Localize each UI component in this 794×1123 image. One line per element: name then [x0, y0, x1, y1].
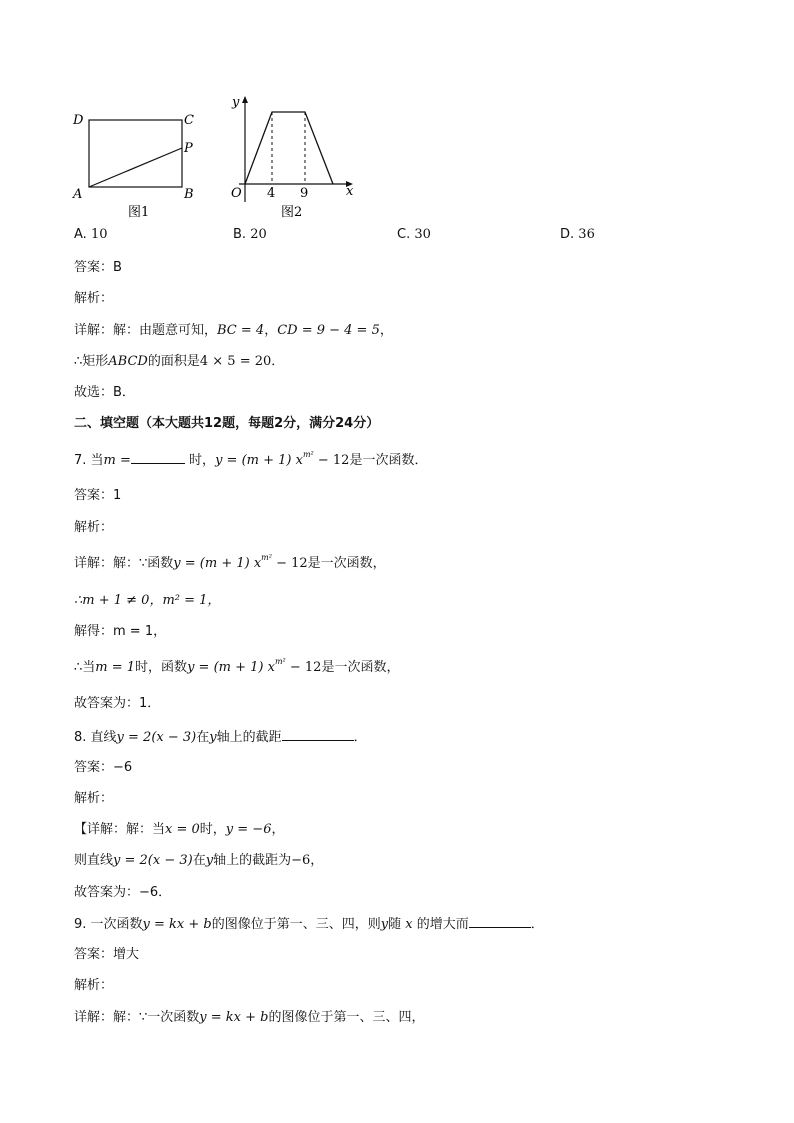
- q8-answer: 答案：−6: [74, 760, 133, 775]
- q8-detail: 【详解：解：当x = 0时，y = −6，: [74, 822, 285, 837]
- q8-question: 8. 直线y = 2(x − 3)在y轴上的截距 ．: [74, 730, 367, 745]
- q7-final: 故答案为：1．: [74, 696, 161, 711]
- q7-condition: ∴m + 1 ≠ 0，m² = 1，: [74, 593, 221, 608]
- q7-analysis: 解析：: [74, 520, 114, 535]
- q8-blank[interactable]: [282, 728, 354, 741]
- option-c: C. 30: [397, 227, 431, 242]
- q9-blank[interactable]: [469, 915, 531, 928]
- option-d: D. 36: [560, 227, 595, 242]
- label-a: A: [73, 187, 83, 202]
- q6-analysis: 解析：: [74, 291, 114, 306]
- q6-answer: 答案：B: [74, 260, 122, 275]
- label-b: B: [184, 187, 194, 202]
- figure-2: [225, 92, 365, 220]
- option-a: A. 10: [74, 227, 108, 242]
- graph-line: [245, 112, 333, 184]
- q9-detail: 详解：解：∵一次函数y = kx + b的图像位于第一、三、四，: [74, 1010, 425, 1025]
- q6-area: ∴矩形ABCD的面积是4 × 5 = 20．: [74, 354, 285, 369]
- q7-answer: 答案：1: [74, 488, 122, 503]
- q9-answer: 答案：增大: [74, 947, 140, 962]
- label-c: C: [184, 113, 194, 128]
- label-y: y: [232, 95, 240, 110]
- figure-2-caption: 图2: [281, 205, 303, 220]
- label-d: D: [73, 113, 84, 128]
- figure-1: [70, 108, 200, 220]
- q9-analysis: 解析：: [74, 978, 114, 993]
- q8-analysis: 解析：: [74, 791, 114, 806]
- q6-choose: 故选：B．: [74, 385, 135, 400]
- tick-4: 4: [267, 186, 276, 201]
- q7-blank[interactable]: [131, 451, 185, 464]
- option-b: B. 20: [233, 227, 267, 242]
- tick-9: 9: [300, 186, 309, 201]
- q6-detail: 详解：解：由题意可知，BC = 4，CD = 9 − 4 = 5，: [74, 323, 393, 338]
- q8-then: 则直线y = 2(x − 3)在y轴上的截距为−6，: [74, 853, 324, 868]
- label-x: x: [346, 184, 354, 199]
- section-2-title: 二、填空题（本大题共12题，每题2分，满分24分）: [74, 416, 380, 431]
- segment-ap: [89, 148, 182, 187]
- q8-final: 故答案为：−6．: [74, 885, 172, 900]
- y-axis-arrow: [242, 96, 248, 103]
- figure-1-caption: 图1: [128, 205, 150, 220]
- label-o: O: [231, 186, 242, 201]
- q7-detail: 详解：解：∵函数y = (m + 1) $x^{m^2} - 12$是一次函数，: [74, 553, 386, 571]
- q7-solve: 解得：m = 1，: [74, 624, 167, 639]
- q9-question: 9. 一次函数y = kx + b的图像位于第一、三、四，则y随 x 的增大而 ．: [74, 917, 544, 932]
- q7-therefore: ∴当m = 1时，函数y = (m + 1) $x^{m^2} - 12$是一次函数，: [74, 657, 400, 675]
- label-p: P: [184, 141, 193, 156]
- q7-question: 7. 当m = 时，y = (m + 1) $x^{m^2} - 12$是一次函数．: [74, 450, 428, 468]
